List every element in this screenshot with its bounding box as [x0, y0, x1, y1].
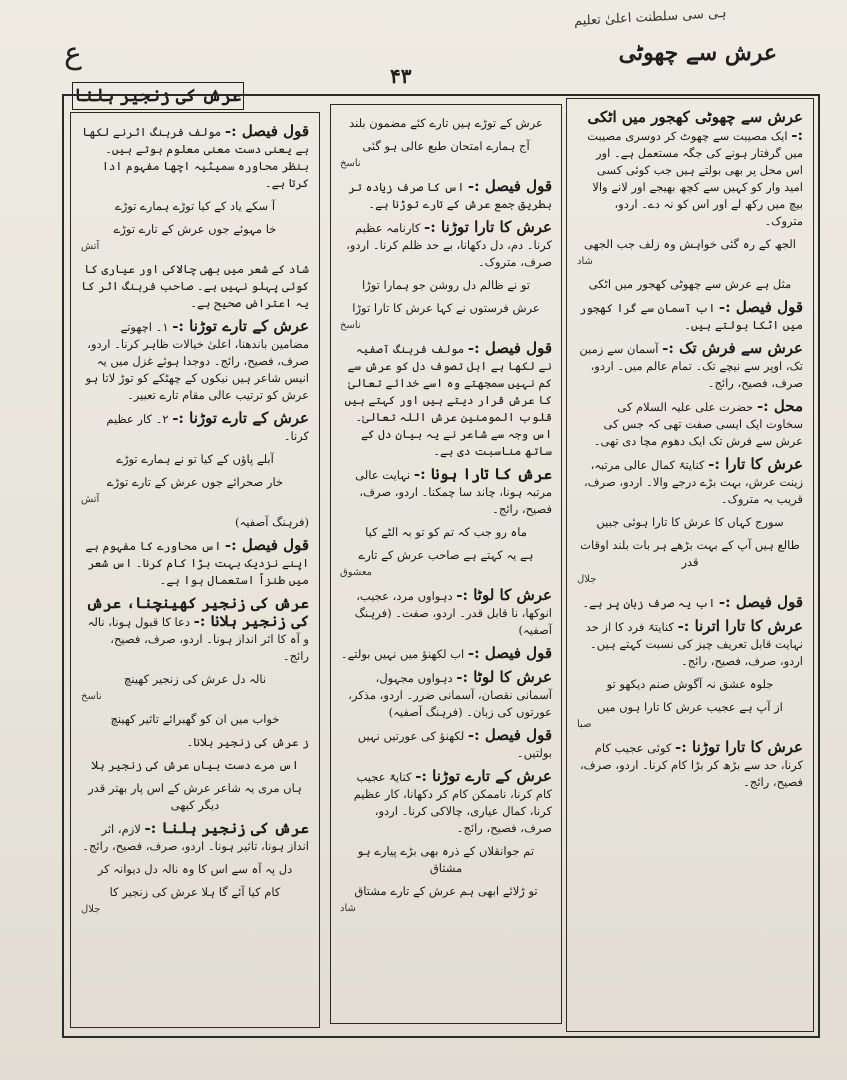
poet-name: صبا	[577, 719, 592, 730]
verse-line	[577, 676, 803, 693]
entry-definition: کنایۃً عجیب کام کرنا، ناممکن کام کر دکھانا، کار عظیم کرنا، کمال عیاری، چالاکی کرنا۔ اردو، صرف، فصیح، رائج۔	[353, 770, 552, 835]
dictionary-entry	[340, 219, 552, 271]
verse-text: دل پہ آہ سے اس کا وہ نالہ دل دیوانہ کر	[97, 862, 293, 876]
verse-line	[340, 883, 552, 917]
column-middle	[330, 104, 562, 1024]
entry-definition: ۲۔ کار عظیم کرنا۔	[106, 412, 309, 443]
dictionary-entry	[81, 595, 309, 665]
verse-line	[340, 277, 552, 294]
entry-headword: عرش کا تارا توڑنا :-	[424, 218, 552, 236]
entry-definition: آسمان سے زمین تک، اوپر سے نیچے تک۔ تمام عالم میں۔ اردو، صرف، فصیح، رائج۔	[579, 342, 803, 390]
verse-text: الجھ کے رہ گئی خواہش وہ زلف جب الجھی	[584, 237, 796, 251]
dictionary-entry	[340, 466, 552, 518]
verse-text: تو نے ظالم دل روشن جو ہمارا توڑا	[361, 278, 531, 292]
verse-text: اس مرے دست بیاں عرش کی زنجیر ہلا	[91, 758, 299, 772]
poet-name: ناسخ	[340, 320, 361, 331]
note-label: قول فیصل :-	[718, 298, 803, 316]
verse-line	[81, 861, 309, 878]
dictionary-entry	[577, 739, 803, 791]
note-label: قول فیصل :-	[224, 122, 309, 140]
verse-text: ہاں مری یہ شاعر عرش کے اس پار بھتر قدر دیگر کبھی	[88, 781, 302, 812]
dictionary-entry	[340, 587, 552, 639]
verse-line	[81, 757, 309, 774]
entry-definition: ایک مصیبت سے چھوٹ کر دوسری مصیبت میں گرفتار ہونے کی جگہ مستعمل ہے۔ اور اس محل پر بھی بولتے ہیں جب کوئی کسی امید وار کو کہیں سے کچھ بھیجے اور لانے والا بیچ میں رکھ لے اور اس کو نہ دے۔ اردو، متروک۔	[587, 129, 803, 228]
verse-text: سورج کہاں کا عرش کا تارا ہوئی جبیں	[596, 515, 784, 529]
verse-line	[577, 699, 803, 733]
column-right	[566, 98, 814, 1032]
note-label: قول فیصل :-	[467, 177, 552, 195]
note-label: قول فیصل :-	[467, 644, 552, 662]
dictionary-entry	[340, 768, 552, 837]
verse-text: طالع ہیں آپ کے بہت بڑھے ہر بات بلند اوقات قدر	[580, 538, 800, 569]
page-number: ۴۳	[390, 64, 412, 88]
entry-headword: عرش کا لوٹا :-	[456, 586, 552, 604]
editorial-note	[81, 123, 309, 192]
poet-name: شاد	[577, 256, 593, 267]
verse-text: کام کیا آئے گا ہلا عرش کی زنجیر کا	[109, 885, 281, 899]
verse-text: ماہ رو جب کہ تم کو تو بہ الٹے کیا	[365, 525, 527, 539]
entry-headword: عرش کے تارے توڑنا :-	[172, 409, 309, 427]
verse-text: خار صحرائے جوں عرش کے تارے توڑے	[106, 475, 284, 489]
note-label: قول فیصل :-	[718, 593, 803, 611]
verse-line	[577, 276, 803, 293]
verse-line	[81, 884, 309, 918]
verse-line	[340, 138, 552, 172]
dictionary-entry	[340, 669, 552, 721]
running-head-right: عرش سے چھوٹی	[618, 40, 777, 66]
verse-text: تو ڑلائے ابھی ہم عرش کے تارے مشتاق	[354, 884, 538, 898]
handwritten-note: ہی سی سلطنت اعلیٰ تعلیم	[574, 6, 728, 29]
editorial-note	[577, 594, 803, 612]
poet-name: ناسخ	[81, 691, 102, 702]
note-text: اب یہ صرف زبان پر ہے۔	[582, 596, 716, 610]
verse-line	[81, 198, 309, 215]
entry-definition: ۱۔ اچھوتے مضامین باندھنا، اعلیٰ خیالات ظاہر کرنا۔ اردو، صرف، فصیح، رائج۔ دوجدا ہوئے غزل میں یہ انیس شاعر ہیں نیکوں کے چھٹکے کو توڑ لاتا ہو عرش کو ترتیب عالی مقام تارے تعبیر۔	[85, 320, 309, 402]
note-text: اب آسمان سے گرا کھجور میں اٹکا بولتے ہیں۔	[579, 301, 803, 332]
column-left	[70, 112, 320, 1028]
note-text: مولف فرہنگ اثرنے لکھا ہے یعنی دست معنی معلوم ہوتے ہیں۔ بنظر محاورہ سمیٹیہ اچھا مفہوم ادا کرتا ہے۔	[82, 125, 309, 190]
entry-headword: عرش کا تارا :-	[708, 455, 803, 473]
dictionary-entry	[81, 820, 309, 855]
editorial-note	[340, 178, 552, 213]
note-text: اس کا صرف زیادہ تر بطریق جمع عرش کے تارے توڑنا ہے۔	[348, 180, 552, 211]
entry-headword: عرش کے تارے توڑنا :-	[172, 317, 309, 335]
entry-headword: عرش سے فرش تک :-	[662, 339, 803, 357]
note-label: قول فیصل :-	[467, 339, 552, 357]
verse-text: عرش کے توڑے ہیں تارے کئے مضمون بلند	[349, 116, 543, 130]
note-text: اس محاورے کا مفہوم ہے اپنے نزدیک بہت بڑا کام کرنا۔ اس شعر میں طنزاً استعمال ہوا ہے۔	[85, 539, 309, 587]
verse-text: عرش فرستوں نے کہا عرش کا تارا توڑا	[352, 301, 540, 315]
entry-headword: عرش کے تارے توڑنا :-	[415, 767, 552, 785]
dictionary-entry	[577, 340, 803, 392]
poet-name: ناسخ	[340, 158, 361, 169]
verse-line	[81, 711, 309, 728]
note-text: حضرت علی علیہ السلام کی سخاوت ایک ایسی صفت تھی کہ جس کی عرش سے فرش تک ایک دھوم مچا دی تھی۔	[593, 400, 803, 448]
poet-name: جلال	[577, 574, 597, 585]
entry-definition: کارنامہ عظیم کرنا۔ دم، دل دکھانا، بے حد ظلم کرنا۔ اردو، صرف، متروک۔	[346, 221, 552, 269]
verse-line	[340, 547, 552, 581]
verse-line	[340, 115, 552, 132]
poet-name: شاد	[340, 903, 356, 914]
verse-text: تم جوانقلاں کے ذرہ بھی بڑے پیارے ہو مشتاق	[357, 844, 535, 875]
note-label: قول فیصل :-	[224, 536, 309, 554]
entry-headword: عرش کا تارا اترنا :-	[677, 617, 803, 635]
entry-headword: عرش کا لوٹا :-	[456, 668, 552, 686]
note-text: (فرہنگ آصفیہ)	[235, 515, 309, 529]
note-text: شاد کے شعر میں بھی چالاکی اور عیاری کا کوئی پہلو نہیں ہے۔ صاحب فرہنگ اثر کا یہ اعتراض صحیح ہے۔	[81, 262, 309, 310]
entry-headword: عرش کی زنجیر ہلنا :-	[144, 819, 309, 837]
note-label: محل :-	[756, 397, 803, 415]
verse-text: آبلے پاؤں کے کیا تو نے ہمارے توڑے	[116, 452, 274, 466]
editorial-note	[81, 514, 309, 531]
note-label: قول فیصل :-	[467, 726, 552, 744]
verse-text: ہے یہ کہتے ہے صاحب عرش کے تارے	[358, 548, 534, 562]
entry-definition: لازم، اثر انداز ہونا، تاثیر ہونا۔ اردو، صرف، فصیح، رائج۔	[82, 822, 309, 853]
dictionary-entry	[577, 456, 803, 508]
verse-text: آ سکے یاد کے کیا توڑے ہمارے توڑے	[114, 199, 276, 213]
verse-text: آج ہمارے امتحان طبع عالی ہو گئی	[362, 139, 530, 153]
verse-line	[81, 451, 309, 468]
entry-definition: کنایتہً کمال عالی مرتبہ، زینت عرش، بہت بڑے درجے والا۔ اردو، صرف، قریب بہ متروک۔	[583, 458, 803, 506]
entry-definition: نہایت عالی مرتبہ ہونا، چاند سا چمکنا۔ اردو، صرف، فصیح، رائج۔	[355, 468, 552, 516]
editorial-note	[340, 645, 552, 663]
entry-definition: کوئی عجیب کام کرنا، حد سے بڑھ کر بڑا کام کرنا۔ اردو، صرف، فصیح، رائج۔	[579, 741, 803, 789]
verse-line	[81, 221, 309, 255]
verse-line	[340, 300, 552, 334]
entry-headword: عرش کا تارا توڑنا :-	[675, 738, 803, 756]
verse-text: مثل ہے عرش سے چھوٹی کھجور میں اٹکی	[588, 277, 792, 291]
verse-text: خا مہوئے جوں عرش کے تارے توڑے	[113, 222, 277, 236]
running-head-left: عرش کی زنجیر ہلنا	[72, 82, 244, 110]
verse-text: از آپ ہے عجیب عرش کا تارا ہوں میں	[597, 700, 783, 714]
verse-line	[81, 474, 309, 508]
verse-line	[577, 514, 803, 531]
dictionary-entry	[577, 618, 803, 670]
entry-definition: دہواوں مرد، عجیب، انوکھا، نا قابل قدر۔ اردو، صفت۔ (فرہنگ آصفیہ)	[354, 589, 552, 637]
dictionary-entry	[81, 318, 309, 404]
editorial-note	[81, 537, 309, 589]
verse-line	[81, 671, 309, 705]
entry-definition: کنایتہً فرد کا از حد نہایت قابل تعریف چیز کی نسبت کہتے ہیں۔ اردو، صرف، فصیح، رائج۔	[585, 620, 803, 668]
verse-text: خواب میں ان کو گھبرائے تاثیر کھینچ	[110, 712, 280, 726]
poet-name: آتش	[81, 494, 100, 505]
verse-text: نالہ دل عرش کی زنجیر کھینچ	[123, 672, 267, 686]
verse-line	[340, 843, 552, 877]
poet-name: جلال	[81, 904, 101, 915]
editorial-note	[81, 261, 309, 312]
editorial-note	[577, 398, 803, 450]
entry-headword: عرش کا تارا ہونا :-	[413, 465, 552, 483]
editorial-note	[81, 734, 309, 751]
entry-definition: دہواوں مجہول، آسمانی نقصان، آسمانی ضرر۔ اردو، مذکر، عورتوں کی زبان۔ (فرہنگ آصفیہ)	[348, 671, 552, 719]
editorial-note	[340, 340, 552, 460]
note-text: لکھنؤ کی عورتیں نہیں بولتیں۔	[357, 729, 552, 760]
verse-text: جلوہ عشق نہ آگوش صنم دیکھو تو	[606, 677, 774, 691]
handwritten-letter: ع	[64, 36, 82, 71]
note-text: مولف فرہنگ آصفیہ نے لکھا ہے اہل تصوف دل کو عرش سے کم نہیں سمجھتے وہ اسے خدائے تعالیٰ کا عرش قرار دیتے ہیں اور کہتے ہیں قلوب المومنین عرش اللہ تعالیٰ۔ اس وجہ سے شاعر نے یہ بیان دل کے ساتھ مناسبت دی ہے۔	[344, 342, 552, 458]
dictionary-entry	[81, 410, 309, 445]
entry-headword: عرش سے چھوٹی کھجور میں اٹکی :-	[587, 108, 803, 144]
verse-line	[577, 236, 803, 270]
poet-name: آتش	[81, 241, 100, 252]
poet-name: معشوق	[340, 567, 373, 578]
entry-headword: عرش کی زنجیر کھینچنا، عرش کی زنجیر ہلانا :-	[85, 594, 309, 630]
verse-line	[577, 537, 803, 588]
dictionary-entry	[577, 109, 803, 230]
editorial-note	[340, 727, 552, 762]
verse-line	[81, 780, 309, 814]
verse-line	[340, 524, 552, 541]
note-text: ز عرش کی زنجیر ہلانا۔	[186, 735, 309, 749]
note-text: اب لکھنؤ میں نہیں بولتے۔	[340, 647, 465, 661]
entry-definition: دعا کا قبول ہونا، نالہ و آہ کا اثر انداز ہونا۔ اردو، صرف، فصیح، رائج۔	[87, 615, 309, 663]
editorial-note	[577, 299, 803, 334]
